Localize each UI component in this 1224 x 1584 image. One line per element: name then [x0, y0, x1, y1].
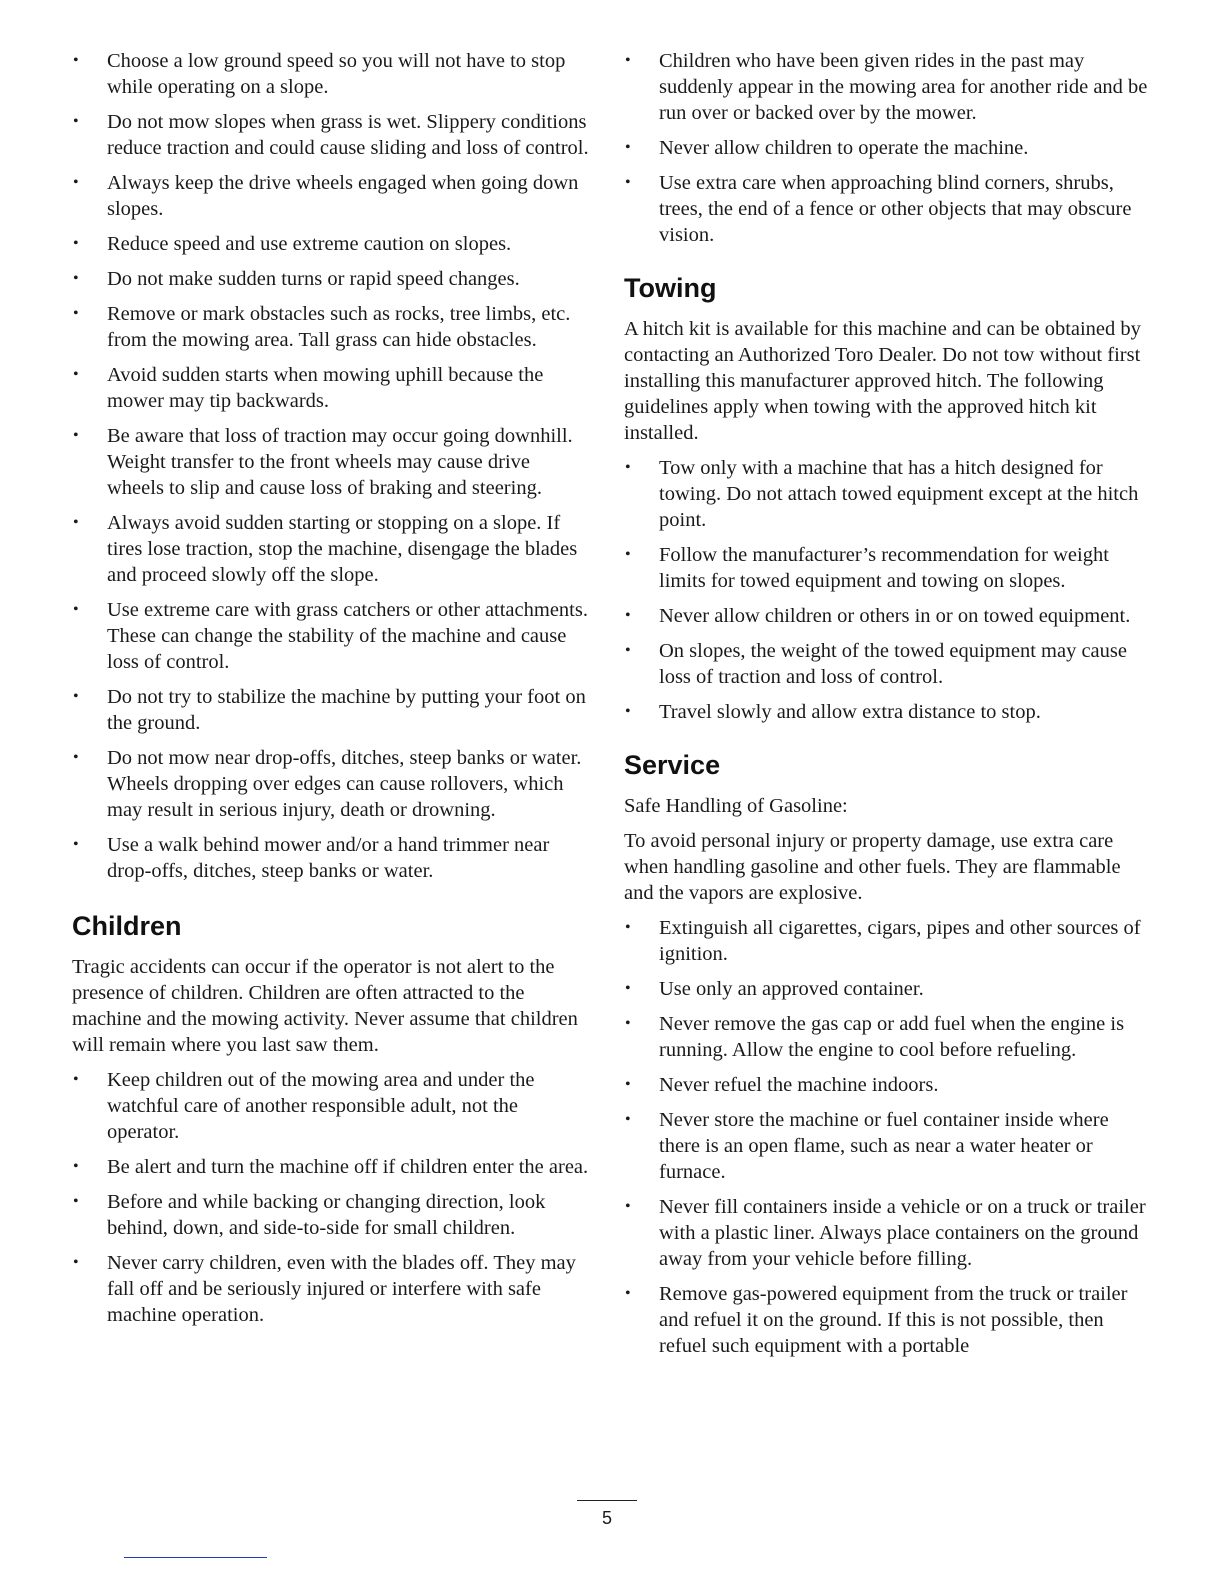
list-item: • Do not mow near drop-offs, ditches, steep banks or water. Wheels dropping over edges can cause rollovers, which may result in serious injury, death or drowning. [72, 745, 592, 823]
list-item: • Avoid sudden starts when mowing uphill because the mower may tip backwards. [72, 362, 592, 414]
list-item: • Keep children out of the mowing area and under the watchful care of another responsible adult, not the operator. [72, 1067, 592, 1145]
list-item: • Be aware that loss of traction may occur going downhill. Weight transfer to the front wheels may cause drive wheels to slip and cause loss of braking and steering. [72, 423, 592, 501]
list-item: • Remove or mark obstacles such as rocks, tree limbs, etc. from the mowing area. Tall grass can hide obstacles. [72, 301, 592, 353]
list-item: • Never refuel the machine indoors. [624, 1072, 1154, 1098]
list-item: • Use a walk behind mower and/or a hand trimmer near drop-offs, ditches, steep banks or water. [72, 832, 592, 884]
children-heading: Children [72, 911, 182, 941]
list-item: • Always avoid sudden starting or stopping on a slope. If tires lose traction, stop the machine, disengage the blades and proceed slowly off the slope. [72, 510, 592, 588]
list-item: • On slopes, the weight of the towed equipment may cause loss of traction and loss of control. [624, 638, 1154, 690]
service-safety-list [624, 915, 1154, 1359]
service-heading: Service [624, 750, 721, 780]
list-item: • Follow the manufacturer’s recommendation for weight limits for towed equipment and towing on slopes. [624, 542, 1154, 594]
towing-safety-list [624, 455, 1154, 725]
list-item: • Do not mow slopes when grass is wet. Slippery conditions reduce traction and could cause sliding and loss of control. [72, 109, 592, 161]
list-item: • Never allow children or others in or on towed equipment. [624, 603, 1154, 629]
list-item: • Tow only with a machine that has a hitch designed for towing. Do not attach towed equipment except at the hitch point. [624, 455, 1154, 533]
list-item: • Use only an approved container. [624, 976, 1154, 1002]
service-subheading: Safe Handling of Gasoline: [624, 795, 848, 817]
footnote-divider [124, 1557, 267, 1558]
children-safety-list-continued [624, 48, 1154, 248]
list-item: • Extinguish all cigarettes, cigars, pipes and other sources of ignition. [624, 915, 1154, 967]
page-footer [577, 1500, 637, 1529]
towing-heading: Towing [624, 273, 717, 303]
page-number: 5 [601, 1508, 612, 1528]
list-item: • Be alert and turn the machine off if children enter the area. [72, 1154, 592, 1180]
left-column [72, 48, 592, 1337]
list-item: • Do not try to stabilize the machine by putting your foot on the ground. [72, 684, 592, 736]
list-item: • Never carry children, even with the blades off. They may fall off and be seriously injured or interfere with safe machine operation. [72, 1250, 592, 1328]
slope-safety-list [72, 48, 592, 884]
towing-intro: A hitch kit is available for this machine and can be obtained by contacting an Authorized Toro Dealer. Do not tow without first installing this manufacturer approved hitch. The following guidelines apply when towing with the approved hitch kit installed. [624, 318, 1141, 444]
list-item: • Children who have been given rides in the past may suddenly appear in the mowing area for another ride and be run over or backed over by the mower. [624, 48, 1154, 126]
children-safety-list [72, 1067, 592, 1328]
list-item: • Travel slowly and allow extra distance to stop. [624, 699, 1154, 725]
list-item: • Reduce speed and use extreme caution on slopes. [72, 231, 592, 257]
list-item: • Never remove the gas cap or add fuel when the engine is running. Allow the engine to cool before refueling. [624, 1011, 1154, 1063]
list-item: • Use extreme care with grass catchers or other attachments. These can change the stability of the machine and cause loss of control. [72, 597, 592, 675]
list-item: • Use extra care when approaching blind corners, shrubs, trees, the end of a fence or other objects that may obscure vision. [624, 170, 1154, 248]
service-intro: To avoid personal injury or property damage, use extra care when handling gasoline and other fuels. They are flammable and the vapors are explosive. [624, 830, 1121, 904]
list-item: • Always keep the drive wheels engaged when going down slopes. [72, 170, 592, 222]
list-item: • Never store the machine or fuel container inside where there is an open flame, such as near a water heater or furnace. [624, 1107, 1154, 1185]
list-item: • Remove gas-powered equipment from the truck or trailer and refuel it on the ground. If this is not possible, then refuel such equipment with a portable [624, 1281, 1154, 1359]
list-item: • Choose a low ground speed so you will not have to stop while operating on a slope. [72, 48, 592, 100]
list-item: • Before and while backing or changing direction, look behind, down, and side-to-side for small children. [72, 1189, 592, 1241]
list-item: • Do not make sudden turns or rapid speed changes. [72, 266, 592, 292]
list-item: • Never allow children to operate the machine. [624, 135, 1154, 161]
children-intro: Tragic accidents can occur if the operator is not alert to the presence of children. Children are often attracted to the machine and the mowing activity. Never assume that children will remain where you last saw them. [72, 956, 578, 1056]
right-column [624, 48, 1154, 1368]
list-item: • Never fill containers inside a vehicle or on a truck or trailer with a plastic liner. Always place containers on the ground away from your vehicle before filling. [624, 1194, 1154, 1272]
